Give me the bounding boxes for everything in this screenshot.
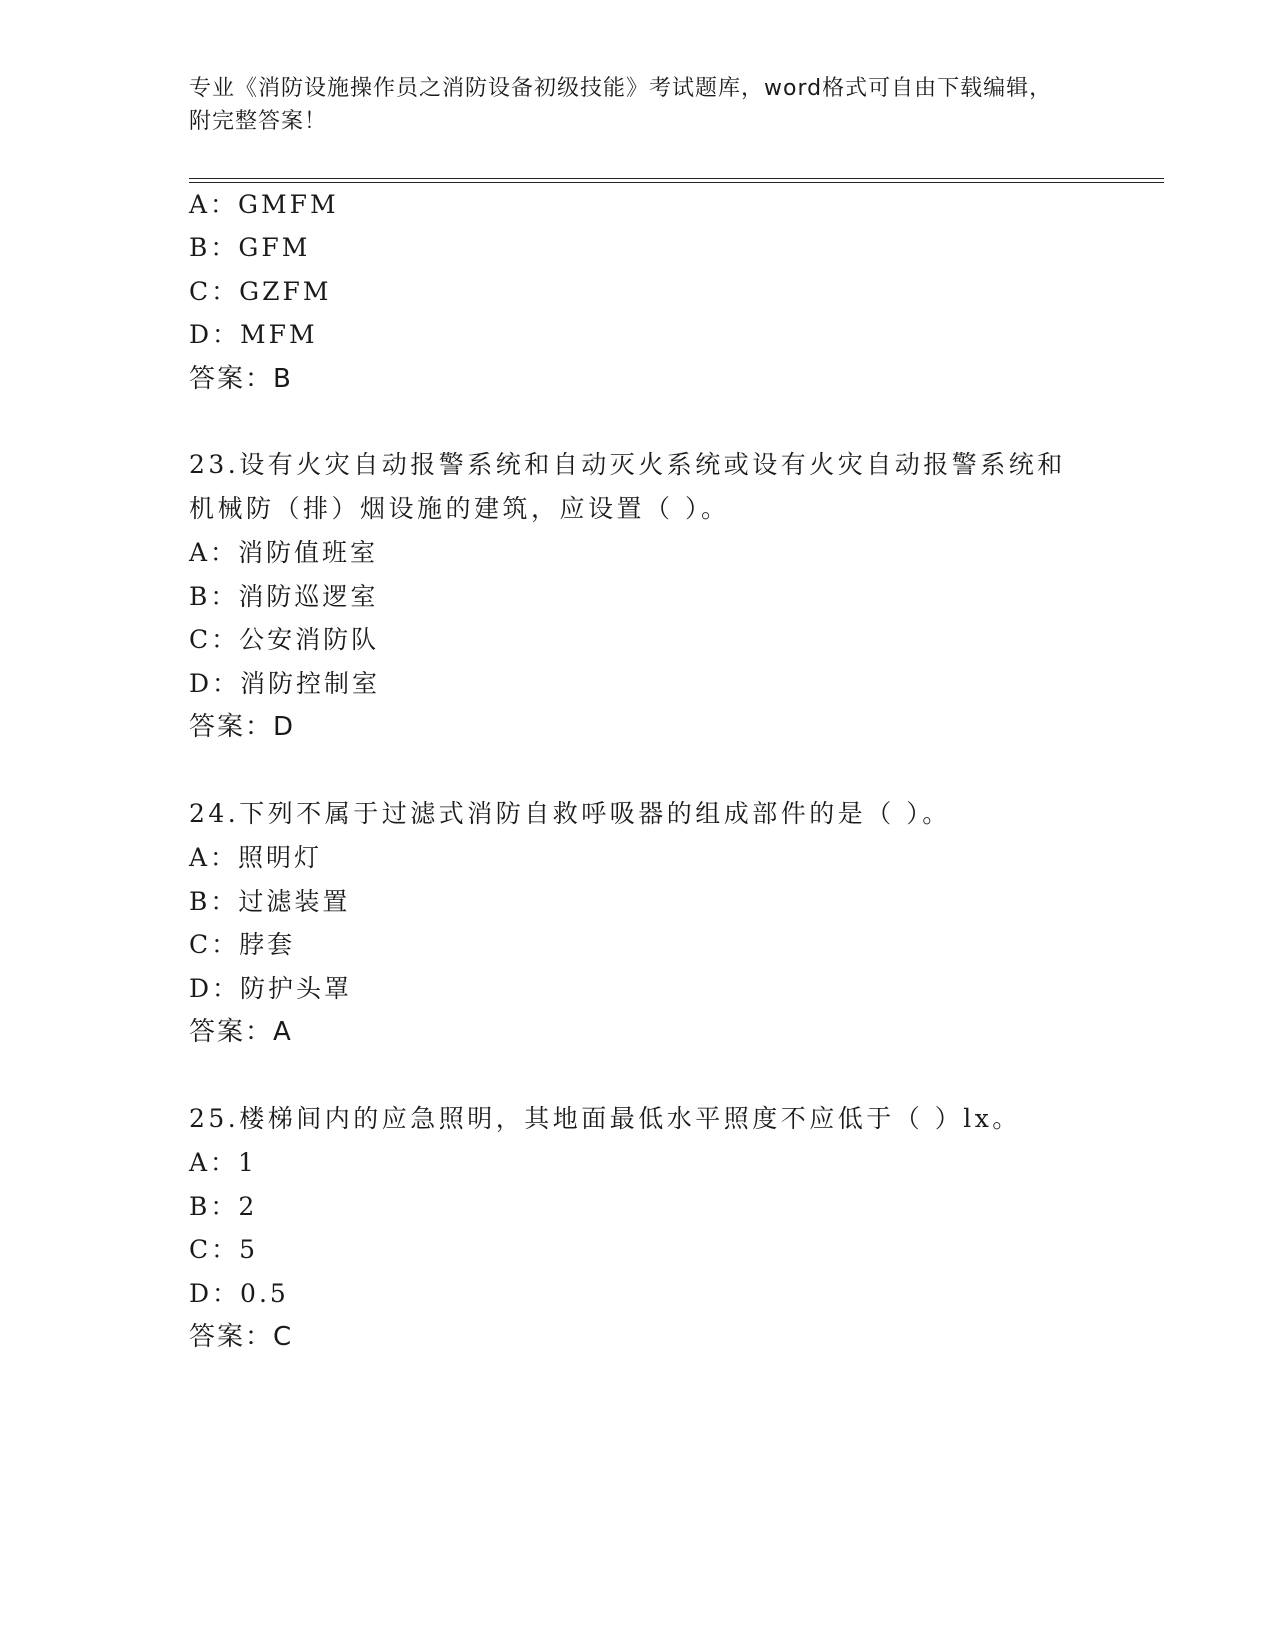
q25-option-d: D：0.5 [189, 1279, 289, 1308]
q25-option-b: B：2 [189, 1192, 258, 1221]
q23-option-c: C：公安消防队 [189, 625, 380, 654]
q24-option-c: C：脖套 [189, 930, 296, 959]
q22-option-c: C：GZFM [189, 277, 332, 306]
q22-option-b: B：GFM [189, 233, 311, 262]
q24-answer: 答案：A [189, 1017, 293, 1047]
q23-option-d: D：消防控制室 [189, 669, 381, 698]
q22-option-d: D：MFM [189, 320, 318, 349]
q24-option-d: D：防护头罩 [189, 974, 353, 1003]
q23-answer: 答案：D [189, 712, 296, 742]
q22-option-a: A：GMFM [189, 190, 339, 219]
document-header-text: 专业《消防设施操作员之消防设备初级技能》考试题库，word格式可自由下载编辑，附完整答案！ [189, 76, 1053, 134]
q24-stem-line-1: 24.下列不属于过滤式消防自救呼吸器的组成部件的是（ ）。 [189, 799, 951, 828]
header-double-rule [189, 178, 1164, 183]
q25-option-a: A：1 [189, 1148, 257, 1177]
q25-option-c: C：5 [189, 1235, 259, 1264]
q25-answer: 答案：C [189, 1322, 294, 1352]
q25-stem-line-1: 25.楼梯间内的应急照明，其地面最低水平照度不应低于（ ）lx。 [189, 1104, 1021, 1133]
q24-option-b: B：过滤装置 [189, 887, 351, 916]
q23-stem-line-1: 23.设有火灾自动报警系统和自动灭火系统或设有火灾自动报警系统和 [189, 450, 1066, 479]
q23-option-b: B：消防巡逻室 [189, 582, 379, 611]
q24-option-a: A：照明灯 [189, 843, 323, 872]
q23-option-a: A：消防值班室 [189, 538, 379, 567]
q22-answer: 答案：B [189, 364, 293, 394]
q23-stem-line-2: 机械防（排）烟设施的建筑，应设置（ ）。 [189, 494, 730, 523]
